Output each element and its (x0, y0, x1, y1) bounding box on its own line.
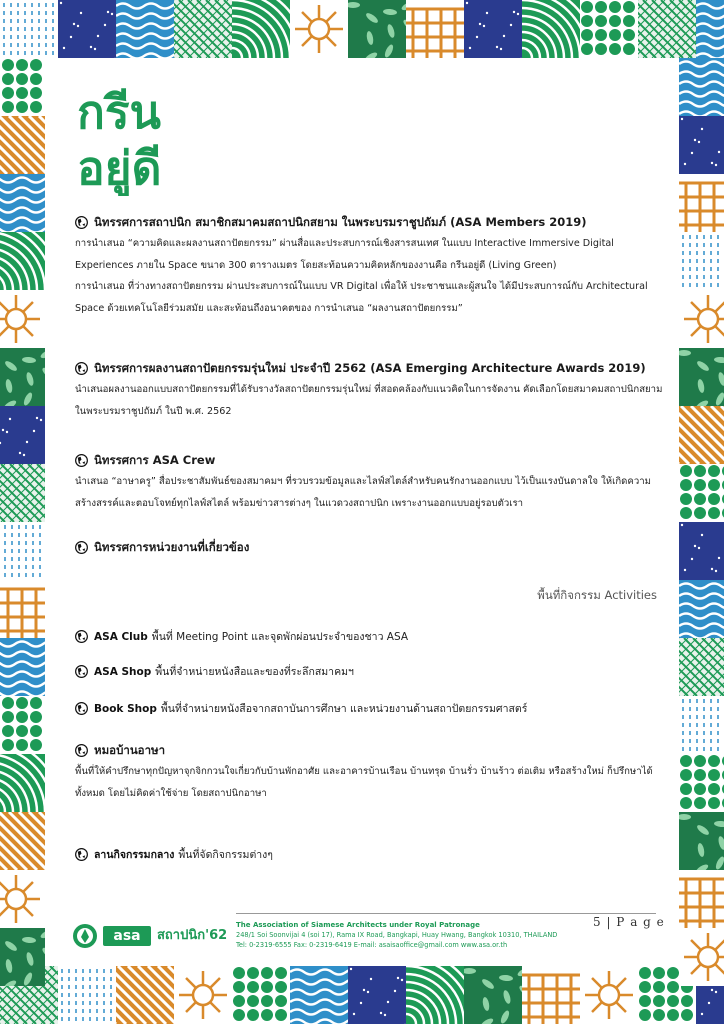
activity-item (75, 628, 408, 645)
association-address: 248/1 Soi Soonvijai 4 (soi 17), Rama IX Road, Bangkapi, Huay Hwang, Bangkok 10310, THAILAND (236, 931, 558, 939)
globe-icon (75, 848, 88, 861)
association-name: The Association of Siamese Architects under Royal Patronage (236, 921, 480, 929)
activity-central-yard (75, 846, 273, 863)
activity-name: ASA Club (94, 630, 148, 643)
section-mor-ban (75, 742, 665, 804)
section-heading: หมอบ้านอาษา (94, 743, 166, 757)
section-asa-members (75, 214, 665, 319)
globe-icon (75, 362, 88, 375)
section-heading: นิทรรศการสถาปนิก สมาชิกสมาคมสถาปนิกสยาม ในพระบรมราชูปถัมภ์ (ASA Members 2019) (94, 215, 587, 229)
section-paragraph: นำเสนอผลงานออกแบบสถาปัตยกรรมที่ได้รับรางวัลสถาปัตยกรรมรุ่นใหม่ ที่สอดคล้องกับแนวคิดในการจัดงาน คัดเลือกโดยสมาคมสถาปนิกสยาม ในพระบรมราชูปถัมภ์ ในปี พ.ศ. 2562 (75, 384, 663, 417)
section-paragraph: การนำเสนอ “ความคิดและผลงานสถาปัตยกรรม” ผ่านสื่อและประสบการณ์เชิงสารสนเทศ ในแบบ Interactive Immersive Digital Experiences ภายใน Space ขนาด 300 ตารางเมตร โดยสะท้อนความคิดหลักของงานคือ กรีนอยู่ดี (Living Green) (75, 238, 614, 271)
section-paragraph: นำเสนอ “อาษาครู” สื่อประชาสัมพันธ์ของสมาคมฯ ที่รวบรวมข้อมูลและไลฟ์สไตล์สำหรับคนรักงานออกแบบ ไว้เป็นแรงบันดาลใจ ให้เกิดความสร้างสรรค์และตอบโจทย์ทุกไลฟ์สไตล์ พร้อมข่าวสารต่างๆ ในแวดวงสถาปนิก เพราะงานออกแบบอยู่รอบตัวเรา (75, 476, 651, 509)
architect-62-logo: สถาปนิก'62 (157, 928, 228, 943)
section-related-agencies (75, 539, 665, 555)
globe-icon (75, 216, 88, 229)
globe-icon (75, 630, 88, 643)
globe-icon (75, 541, 88, 554)
section-heading: นิทรรศการผลงานสถาปัตยกรรมรุ่นใหม่ ประจำปี 2562 (ASA Emerging Architecture Awards 2019) (94, 361, 646, 375)
section-heading: นิทรรศการ ASA Crew (94, 453, 216, 467)
section-asa-crew (75, 452, 665, 514)
activity-item (75, 663, 354, 680)
section-heading: นิทรรศการหน่วยงานที่เกี่ยวข้อง (94, 540, 250, 554)
page-number: 5 | P a g e (593, 915, 665, 929)
title-logotype (75, 76, 195, 196)
activity-desc: พื้นที่จำหน่ายหนังสือและของที่ระลึกสมาคมฯ (155, 666, 354, 678)
asa-logo: asa (103, 926, 151, 946)
asa-seal-icon (72, 923, 98, 949)
activity-desc: พื้นที่จำหน่ายหนังสือจากสถาบันการศึกษา และหน่วยงานด้านสถาปัตยกรรมศาสตร์ (160, 703, 528, 715)
footer-divider (236, 913, 656, 914)
activities-heading: พื้นที่กิจกรรม Activities (537, 588, 657, 602)
association-info (236, 920, 557, 950)
section-emerging-awards (75, 360, 665, 422)
activity-desc: พื้นที่จัดกิจกรรมต่างๆ (178, 849, 273, 861)
activity-name: Book Shop (94, 702, 157, 715)
globe-icon (75, 454, 88, 467)
globe-icon (75, 665, 88, 678)
activity-desc: พื้นที่ Meeting Point และจุดพักผ่อนประจำของชาว ASA (151, 631, 409, 643)
association-contact: Tel: 0-2319-6555 Fax: 0-2319-6419 E-mail: asaisaoffice@gmail.com www.asa.or.th (236, 941, 508, 949)
page-content (45, 58, 677, 963)
section-paragraph: การนำเสนอ ที่ว่างทางสถาปัตยกรรม ผ่านประสบการณ์ในแบบ VR Digital เพื่อให้ ประชาชนและผู้สนใจ ได้มีประสบการณ์กับ Architectural Space ด้วยเทคโนโลยีร่วมสมัย และสะท้อนถึงอนาคตของ การนำเสนอ “ผลงานสถาปัตยกรรม” (75, 281, 648, 314)
globe-icon (75, 744, 88, 757)
activity-name: ASA Shop (94, 665, 152, 678)
title-line-2: อยู่ดี (77, 141, 162, 195)
globe-icon (75, 702, 88, 715)
activity-name: ลานกิจกรรมกลาง (94, 849, 175, 861)
title-line-1: กรีน (77, 85, 162, 139)
activity-item (75, 700, 527, 717)
section-paragraph: พื้นที่ให้คำปรึกษาทุกปัญหาจุกจิกกวนใจเกี่ยวกับบ้านพักอาศัย และอาคารบ้านเรือน บ้านทรุด บ้านรั่ว บ้านร้าว ต่อเติม หรือสร้างใหม่ ก็ปรึกษาได้ทั้งหมด โดยไม่คิดค่าใช้จ่าย โดยสถาปนิกอาษา (75, 766, 653, 799)
